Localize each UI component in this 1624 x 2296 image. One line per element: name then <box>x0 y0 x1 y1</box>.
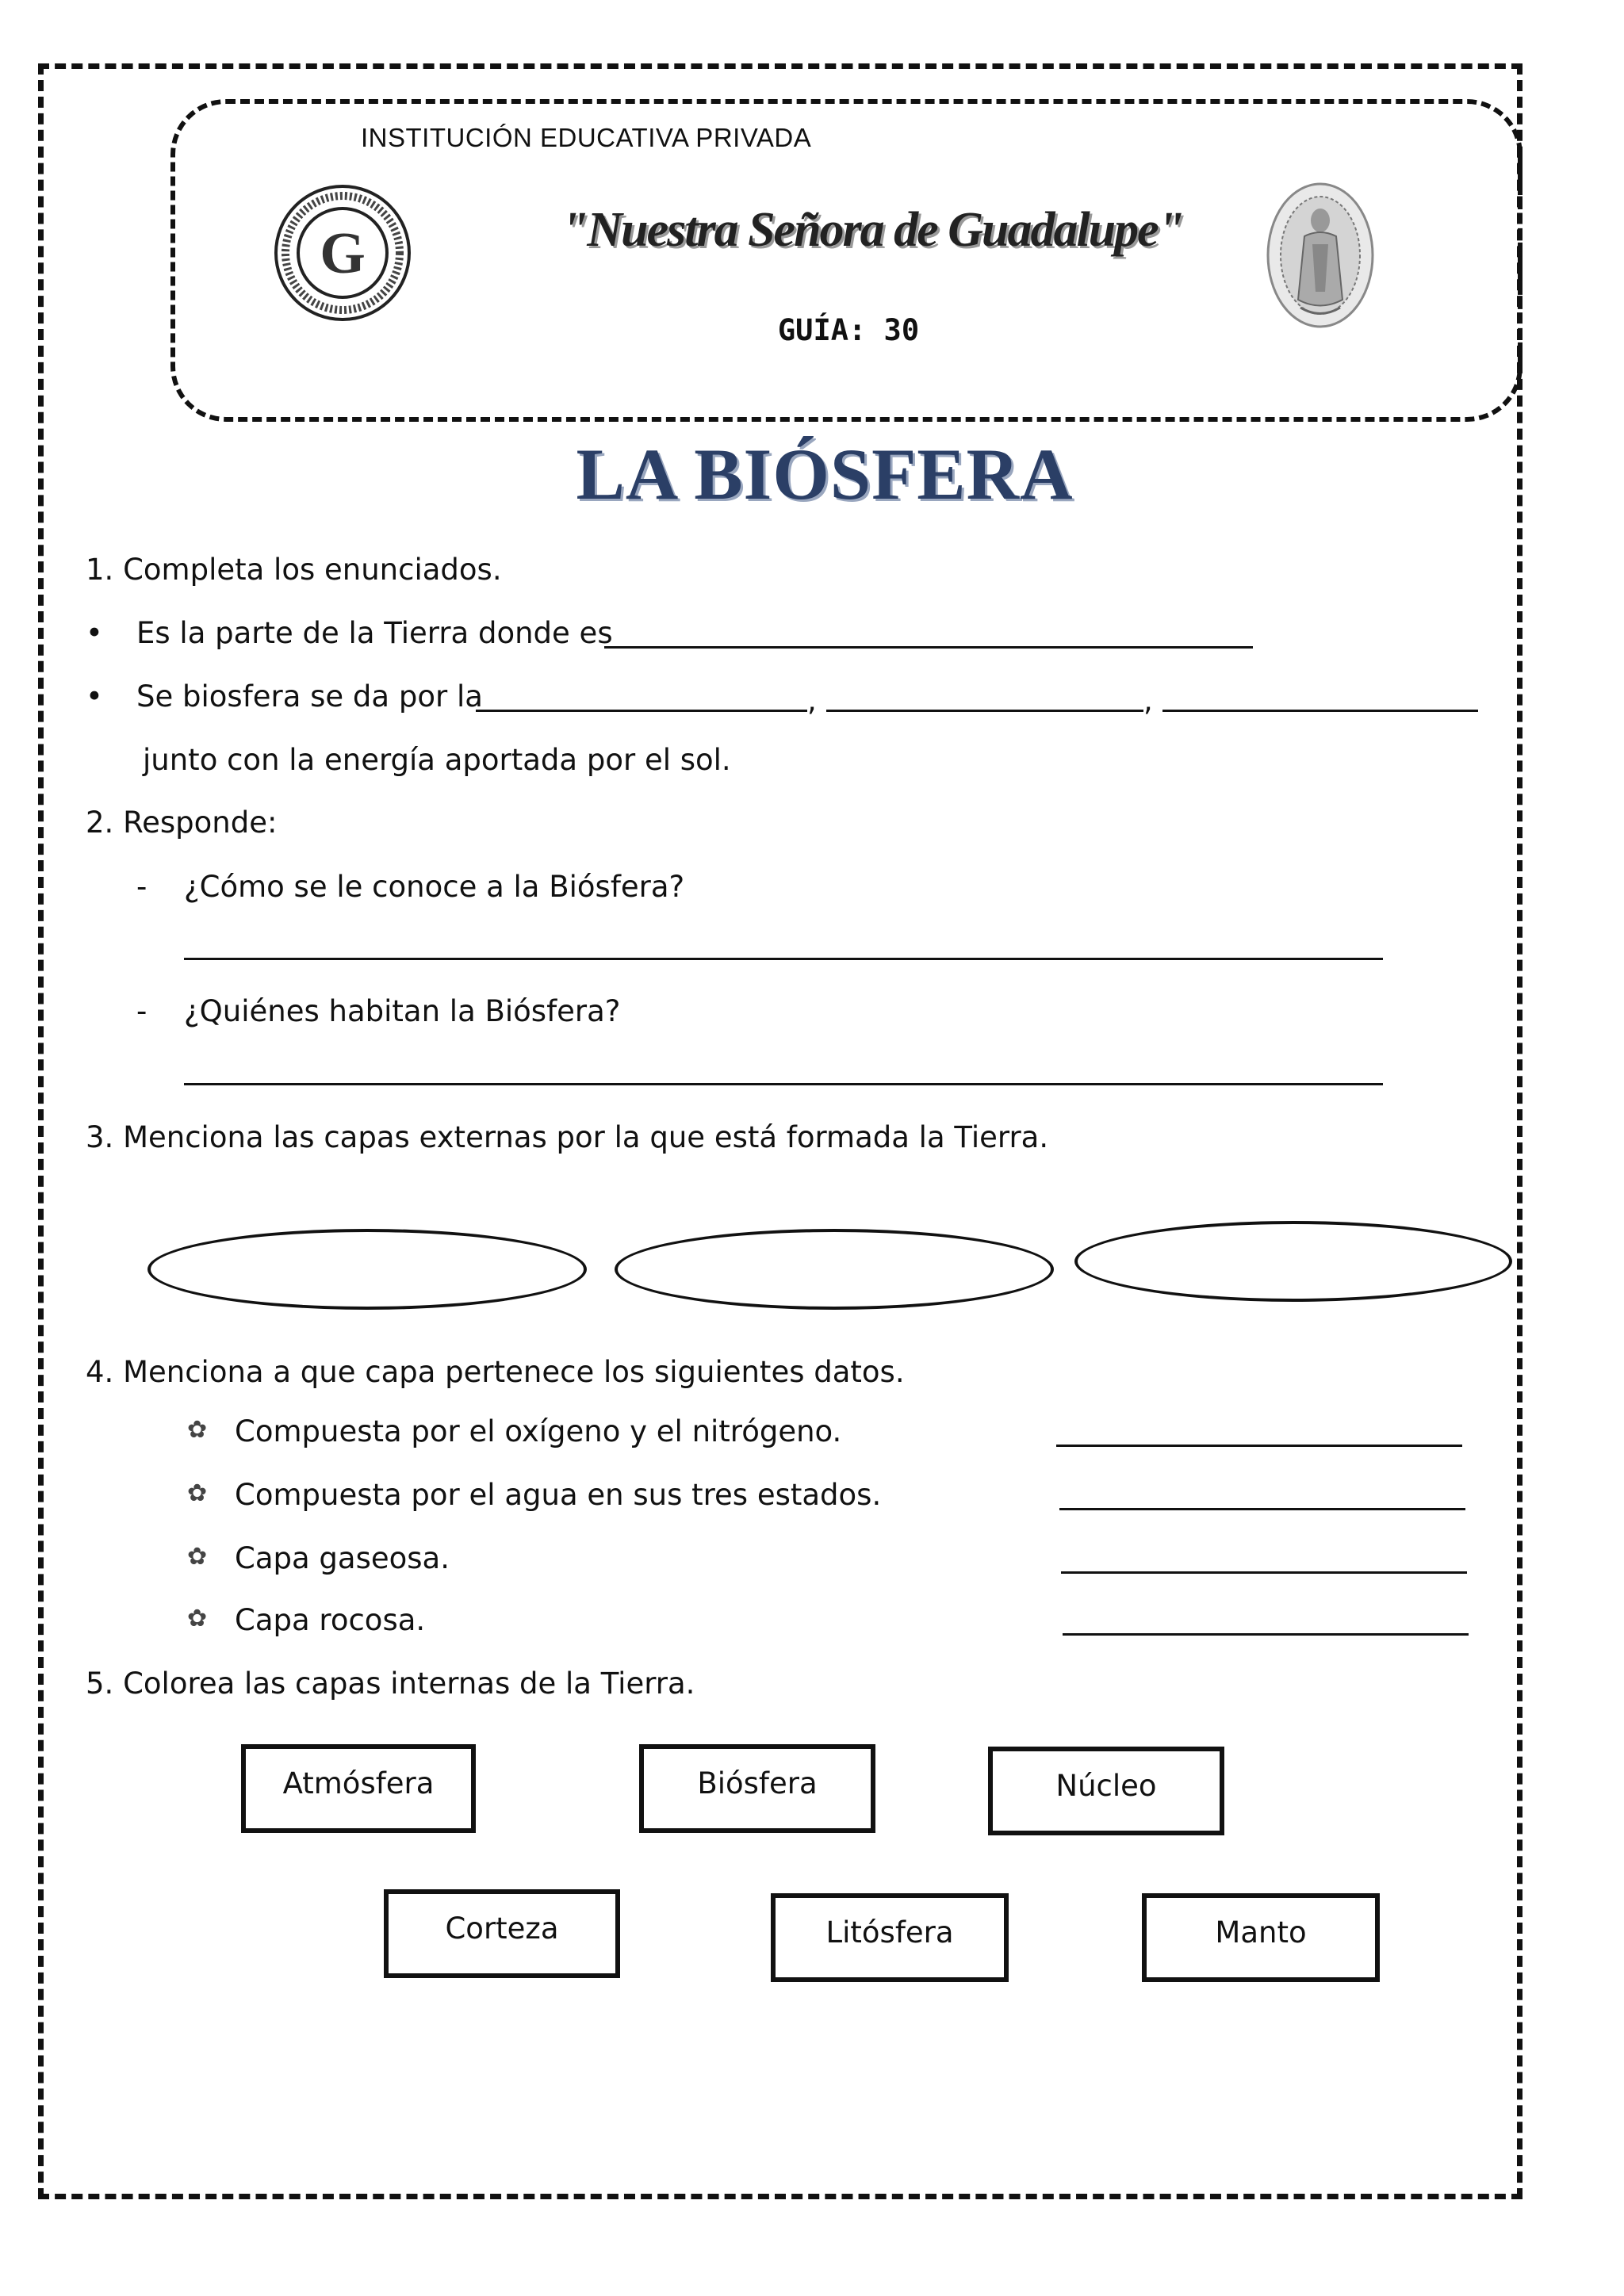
q4-item: Capa rocosa. <box>235 1603 426 1637</box>
institution-label: INSTITUCIÓN EDUCATIVA PRIVADA <box>361 123 812 152</box>
answer-line[interactable] <box>826 710 1143 712</box>
virgin-guadalupe-image <box>1265 181 1376 330</box>
answer-line[interactable] <box>476 710 807 712</box>
page-title: LA BIÓSFERA <box>576 434 1074 515</box>
q5-heading: 5. Colorea las capas internas de la Tierra. <box>86 1667 695 1701</box>
separator: , <box>1143 683 1153 718</box>
q4-item: Compuesta por el oxígeno y el nitrógeno. <box>235 1414 842 1448</box>
layer-box-atmosfera[interactable]: Atmósfera <box>241 1744 476 1833</box>
layer-box-litosfera[interactable]: Litósfera <box>771 1893 1009 1982</box>
layer-box-corteza[interactable]: Corteza <box>384 1889 620 1978</box>
bullet-icon: • <box>86 616 103 650</box>
answer-line[interactable] <box>184 1083 1383 1085</box>
answer-line[interactable] <box>1059 1508 1465 1510</box>
answer-line[interactable] <box>1162 710 1478 712</box>
q4-item: Compuesta por el agua en sus tres estados. <box>235 1478 882 1512</box>
bullet-icon: • <box>86 679 103 714</box>
dash: - <box>136 870 147 904</box>
q1-bullet2-continuation: junto con la energía aportada por el sol. <box>143 743 731 777</box>
layer-box-manto[interactable]: Manto <box>1142 1893 1380 1982</box>
q2-question-2: ¿Quiénes habitan la Biósfera? <box>184 994 621 1028</box>
answer-line[interactable] <box>604 646 1253 649</box>
q2-heading: 2. Responde: <box>86 806 278 840</box>
flower-bullet-icon: ✿ <box>187 1605 208 1632</box>
answer-oval[interactable] <box>147 1229 587 1310</box>
dash: - <box>136 994 147 1028</box>
answer-line[interactable] <box>1061 1571 1467 1574</box>
separator: , <box>807 683 817 718</box>
flower-bullet-icon: ✿ <box>187 1479 208 1507</box>
layer-box-nucleo[interactable]: Núcleo <box>988 1747 1224 1835</box>
answer-line[interactable] <box>1056 1445 1462 1447</box>
layer-box-biosfera[interactable]: Biósfera <box>639 1744 875 1833</box>
answer-line[interactable] <box>184 958 1383 960</box>
school-name: "Nuestra Señora de Guadalupe" <box>561 203 1184 257</box>
q4-item: Capa gaseosa. <box>235 1541 450 1575</box>
answer-oval[interactable] <box>615 1229 1054 1310</box>
q1-heading: 1. Completa los enunciados. <box>86 553 502 587</box>
answer-line[interactable] <box>1063 1633 1469 1636</box>
answer-oval[interactable] <box>1074 1221 1512 1302</box>
q3-heading: 3. Menciona las capas externas por la que está formada la Tierra. <box>86 1120 1049 1154</box>
school-crest-logo <box>274 184 412 323</box>
flower-bullet-icon: ✿ <box>187 1416 208 1444</box>
crest-letter: G <box>320 221 366 286</box>
q1-bullet1-text: Es la parte de la Tierra donde es <box>136 616 613 650</box>
guide-number: GUÍA: 30 <box>777 313 920 347</box>
q2-question-1: ¿Cómo se le conoce a la Biósfera? <box>184 870 685 904</box>
q4-heading: 4. Menciona a que capa pertenece los siguientes datos. <box>86 1355 905 1389</box>
q1-bullet2-text: Se biosfera se da por la <box>136 679 483 714</box>
flower-bullet-icon: ✿ <box>187 1543 208 1571</box>
